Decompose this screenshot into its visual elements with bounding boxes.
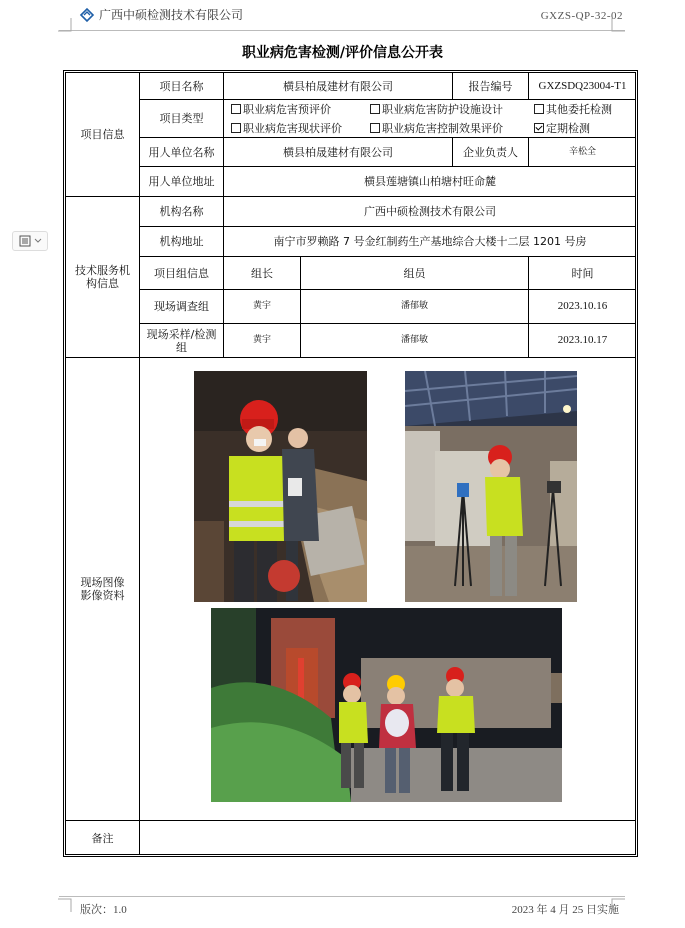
report-no-value: GXZSDQ23004-T1	[538, 79, 627, 92]
header-company: 广西中硕检测技术有限公司	[99, 8, 244, 22]
employer-name-value: 横县柏晟建材有限公司	[283, 145, 393, 159]
employer-address-label: 用人单位地址	[148, 175, 215, 188]
remarks-label: 备注	[91, 831, 114, 845]
image-section-label: 现场图像影像资料	[80, 576, 125, 602]
document-title: 职业病危害检测/评价信息公开表	[241, 45, 444, 61]
group-row-label: 现场调查组	[154, 300, 209, 313]
group-row-date: 2023.10.17	[557, 334, 608, 346]
project-name-label: 项目名称	[159, 79, 204, 93]
col-header-time: 时间	[571, 266, 594, 280]
leader-value: 辛松全	[568, 146, 596, 157]
remarks-value	[140, 821, 636, 855]
chevron-down-icon	[34, 237, 42, 245]
type-option-control-effect[interactable]	[370, 120, 503, 136]
company-logo-icon	[79, 7, 95, 23]
group-row-leader: 黄宇	[252, 301, 271, 311]
checkbox-checked[interactable]	[534, 123, 544, 133]
inspector-measuring-photo	[194, 371, 367, 602]
type-option-label: 定期检测	[546, 122, 590, 135]
col-header-leader: 组长	[251, 266, 273, 280]
org-name-label: 机构名称	[159, 205, 204, 218]
doc-code: GXZS-QP-32-02	[540, 10, 623, 22]
team-group-photo	[211, 608, 562, 802]
project-info-section-label: 项目信息	[80, 128, 125, 141]
footer-divider	[59, 896, 625, 897]
org-address-label: 机构地址	[159, 235, 204, 248]
header-logo	[79, 6, 243, 23]
employer-name-label: 用人单位名称	[148, 145, 215, 159]
type-option-label: 职业病危害预评价	[243, 103, 331, 116]
crop-mark-icon	[58, 898, 72, 912]
checkbox[interactable]	[231, 123, 241, 133]
org-address-value: 南宁市罗赖路 7 号金红制药生产基地综合大楼十二层 1201 号房	[273, 235, 587, 248]
type-option-label: 其他委托检测	[546, 103, 612, 116]
crop-mark-icon	[58, 18, 72, 32]
type-option-other-testing[interactable]	[534, 101, 612, 117]
project-type-label: 项目类型	[159, 112, 204, 125]
outline-icon	[19, 235, 31, 247]
checkbox[interactable]	[231, 104, 241, 114]
report-no-label: 报告编号	[468, 79, 513, 93]
header-divider	[59, 30, 625, 31]
leader-label: 企业负责人	[463, 145, 518, 159]
checkbox[interactable]	[534, 104, 544, 114]
group-info-label: 项目组信息	[154, 266, 209, 280]
footer-effective-date: 2023 年 4 月 25 日实施	[511, 904, 619, 916]
type-option-label: 职业病危害控制效果评价	[382, 122, 503, 135]
group-row-leader: 黄宇	[252, 335, 271, 345]
group-row-members: 潘郁敏	[400, 335, 428, 345]
type-option-protection-design[interactable]	[370, 101, 503, 117]
org-name-value: 广西中硕检测技术有限公司	[364, 205, 496, 218]
footer-version: 版次：1.0	[80, 904, 127, 916]
col-header-members: 组员	[403, 266, 426, 280]
sampling-equipment-photo	[405, 371, 577, 602]
type-option-pre-assessment[interactable]	[231, 101, 331, 117]
outline-toggle-button[interactable]	[12, 231, 48, 251]
type-option-label: 职业病危害现状评价	[243, 122, 342, 135]
crop-mark-icon	[611, 18, 625, 32]
checkbox[interactable]	[370, 104, 380, 114]
group-row-date: 2023.10.16	[557, 300, 608, 312]
group-row-members: 潘郁敏	[400, 301, 428, 311]
service-org-section-label: 技术服务机构信息	[75, 264, 130, 290]
group-row-label: 现场采样/检测组	[146, 327, 217, 354]
employer-address-value: 横县莲塘镇山柏塘村旺命麓	[364, 175, 496, 188]
type-option-periodic-testing[interactable]	[534, 120, 590, 136]
project-name-value: 横县柏晟建材有限公司	[283, 79, 393, 93]
type-option-label: 职业病危害防护设施设计	[382, 103, 503, 116]
type-option-status-assessment[interactable]	[231, 120, 342, 136]
checkbox[interactable]	[370, 123, 380, 133]
